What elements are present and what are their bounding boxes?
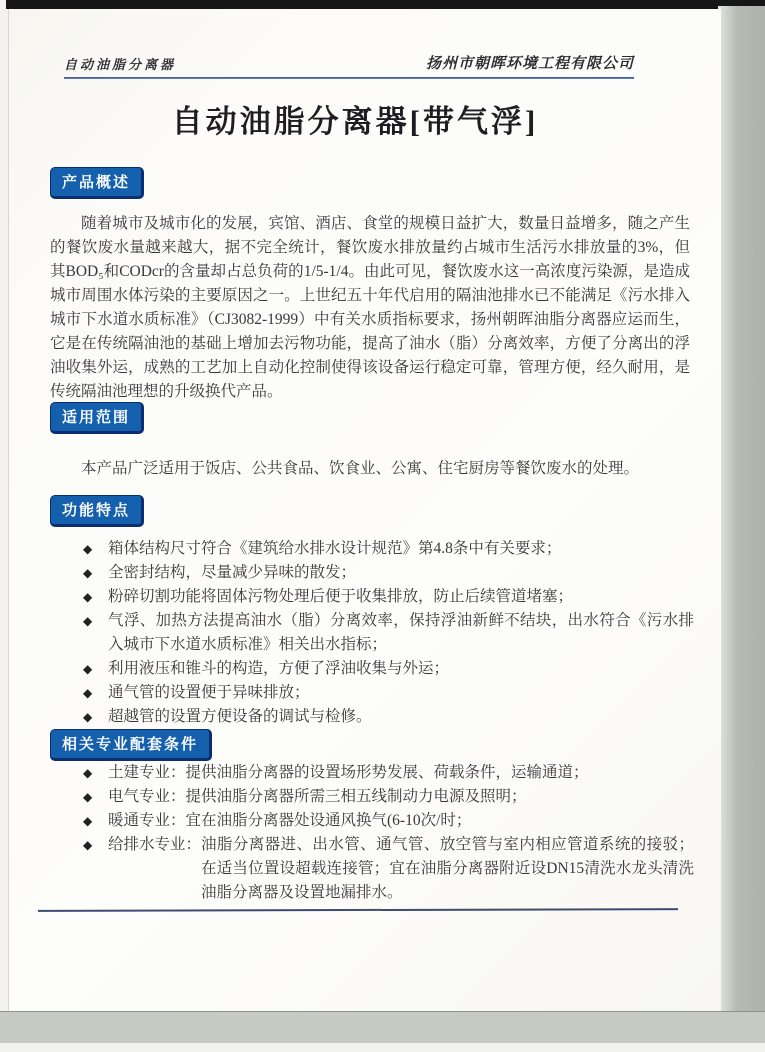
running-header-company: 扬州市朝晖环境工程有限公司 [425, 56, 634, 72]
list-item [50, 537, 694, 561]
diamond-bullet-icon: ◆ [83, 686, 93, 700]
scan-right-edge [718, 6, 765, 1046]
list-item-label: 电气专业： [108, 788, 186, 805]
list-item [50, 809, 694, 833]
list-item-text: 通气管的设置便于异味排放； [108, 684, 310, 701]
list-item-text: 宜在油脂分离器处设通风换气(6-10次/时； [185, 812, 472, 829]
section-heading-requirements: 相关专业配套条件 [50, 729, 212, 761]
list-item [50, 761, 694, 785]
scan-bottom-strip [0, 1043, 765, 1052]
list-item [50, 833, 694, 905]
section-heading-scope: 适用范围 [50, 402, 144, 434]
list-item-text: 提供油脂分离器的设置场形势发展、荷载条件，运输通道； [185, 764, 589, 781]
list-item-text: 利用液压和锥斗的构造，方便了浮油收集与外运； [108, 660, 450, 677]
diamond-bullet-icon: ◆ [83, 614, 93, 628]
diamond-bullet-icon: ◆ [83, 766, 93, 780]
list-item-text: 超越管的设置方便设备的调试与检修。 [108, 708, 372, 725]
list-item-text: 气浮、加热方法提高油水（脂）分离效率，保持浮油新鲜不结块，出水符合《污水排入城市下水道水质标准》相关出水指标； [108, 612, 694, 653]
diamond-bullet-icon: ◆ [83, 542, 93, 556]
scan-top-edge [6, 0, 765, 9]
list-item [50, 609, 694, 657]
list-item-text: 粉碎切割功能将固体污物处理后便于收集排放，防止后续管道堵塞； [108, 588, 574, 605]
list-item [50, 785, 694, 809]
running-header [64, 52, 634, 73]
diamond-bullet-icon: ◆ [83, 814, 93, 828]
diamond-bullet-icon: ◆ [83, 838, 93, 852]
diamond-bullet-icon: ◆ [83, 710, 93, 724]
list-item [50, 681, 694, 705]
diamond-bullet-icon: ◆ [83, 566, 93, 580]
scan-bottom-edge [0, 1011, 765, 1044]
list-item-text: 全密封结构，尽量减少异味的散发； [108, 564, 357, 581]
diamond-bullet-icon: ◆ [83, 662, 93, 676]
list-item-label: 给排水专业： [108, 836, 202, 853]
scope-paragraph: 本产品广泛适用于饭店、公共食品、饮食业、公寓、住宅厨房等餐饮废水的处理。 [81, 459, 640, 477]
header-rule [64, 77, 634, 79]
section-heading-features: 功能特点 [50, 495, 144, 527]
diamond-bullet-icon: ◆ [83, 590, 93, 604]
list-item-text: 箱体结构尺寸符合《建筑给水排水设计规范》第4.8条中有关要求； [108, 540, 562, 557]
list-item-label: 暖通专业： [108, 812, 186, 829]
list-item [50, 705, 694, 729]
overview-paragraph: 随着城市及城市化的发展，宾馆、酒店、食堂的规模日益扩大，数量日益增多，随之产生的餐饮废水量越来越大，据不完全统计，餐饮废水排放量约占城市生活污水排放量的3%，但其BOD₅和CODcr的含量却占总负荷的1/5-1/4。由此可见，餐饮废水这一高浓度污染源，是造成城市周围水体污染的主要原因之一。上世纪五十年代启用的隔油池排水已不能满足《污水排入城市下水道水质标准》（CJ3082-1999）中有关水质指标要求，扬州朝晖油脂分离器应运而生，它是在传统隔油池的基础上增加去污物功能，提高了油水（脂）分离效率，方便了分离出的浮油收集外运，成熟的工艺加上自动化控制使得该设备运行稳定可靠，管理方便，经久耐用，是传统隔油池理想的升级换代产品。 [50, 214, 690, 400]
features-list [50, 537, 694, 729]
section-heading-overview: 产品概述 [50, 167, 144, 199]
document-title: 自动油脂分离器[带气浮] [171, 104, 539, 139]
list-item [50, 585, 694, 609]
running-header-left: 自动油脂分离器 [64, 57, 177, 72]
list-item [50, 561, 694, 585]
requirements-list [50, 761, 694, 905]
list-item-text: 油脂分离器进、出水管、通气管、放空管与室内相应管道系统的接驳；在适当位置设超载连接管；宜在油脂分离器附近设DN15清洗水龙头清洗油脂分离器及设置地漏排水。 [201, 836, 694, 901]
diamond-bullet-icon: ◆ [83, 790, 93, 804]
list-item-text: 提供油脂分离器所需三相五线制动力电源及照明； [185, 788, 527, 805]
list-item-label: 土建专业： [108, 764, 186, 781]
list-item [50, 657, 694, 681]
